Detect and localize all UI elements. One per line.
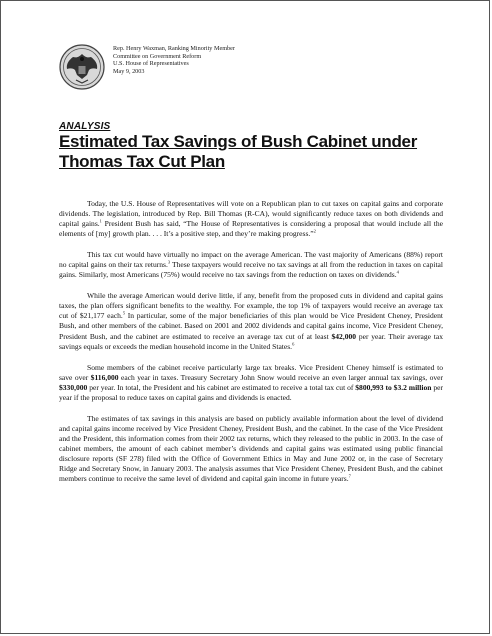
emphasis-amount: $800,993 to $3.2 million — [355, 382, 432, 392]
letterhead-house: U.S. House of Representatives — [113, 60, 189, 68]
paragraph: Some members of the cabinet receive particularly large tax breaks. Vice President Cheney himself is estimated to save over $116,000 each year in taxes. Treasury Secretary John Snow would receive an even larger annual tax savings, over $330,000 per year. In total, the President and his cabinet are estimated to receive a total tax cut of $800,993 to $3.2 million per year if the proposal to reduce taxes on capital gains and dividends is enacted. — [59, 362, 443, 402]
paragraph: Today, the U.S. House of Representatives will vote on a Republican plan to cut taxes on capital gains and corporate dividends. The legislation, introduced by Rep. Bill Thomas (R-CA), would significantly reduce taxes on both dividends and capital gains.$^1$ President Bush has said, “The House of Representatives is considering a proposal that would include all the elements of [my] growth plan. . . . It’s a positive step, and they’re making progress.”$^2$ — [59, 199, 443, 239]
footnote-ref: 4 — [396, 269, 399, 275]
emphasis-amount: $42,000 — [331, 331, 357, 341]
emphasis-amount: $116,000 — [90, 372, 119, 382]
paragraph: This tax cut would have virtually no impact on the average American. The vast majority of Americans (88%) report no capital gains on their tax returns.$^3$ These taxpayers would receive no tax savings at all from the reduction in taxes on capital gains. Similarly, most Americans (75%) would receive no tax savings from the reduction on taxes on dividends.$^4$ — [59, 250, 443, 280]
letterhead-name: Rep. Henry Waxman, Ranking Minority Member — [113, 45, 235, 52]
document-title: Estimated Tax Savings of Bush Cabinet under Thomas Tax Cut Plan — [59, 132, 418, 171]
footnote-ref: 2 — [313, 228, 316, 234]
house-seal-icon — [59, 44, 105, 90]
footnote-ref: 7 — [348, 473, 351, 479]
paragraph: The estimates of tax savings in this analysis are based on publicly available information about the level of dividend and capital gains income received by Vice President Cheney, President Bush, and the cabinet. In the case of the Vice President and the President, this information comes from their 2002 tax returns, which they released to the public in 2003. In the case of cabinet members, the amount of each cabinet member’s dividends and capital gains was estimated using public financial disclosure reports (SF 278) filed with the Office of Government Ethics in May and June 2002 or, in the case of Secretary Ridge and Secretary Snow, in January 2003. The analysis assumes that Vice President Cheney, President Bush, and the cabinet members continue to receive the same level of dividend and capital gain income in future years.$^7$ — [59, 413, 443, 484]
footnote-ref: 5 — [122, 310, 126, 316]
paragraph: While the average American would derive little, if any, benefit from the proposed cuts in dividend and capital gains taxes, the plan offers significant benefits to the wealthy. For example, the top 1% of taxpayers would receive an average tax cut of $21,177 each.$^5$ In particular, some of the major beneficiaries of this plan would be Vice President Cheney, President Bush, and other members of the cabinet. Based on 2001 and 2002 dividends and capital gains income, Vice President Cheney, President Bush, and the cabinet are estimated to receive an average tax cut of at least $42,000 per year. Their average tax savings equals or exceeds the median household income in the United States.$^6$ — [59, 291, 444, 351]
document-body — [59, 199, 443, 495]
section-kicker: ANALYSIS — [59, 121, 111, 132]
footnote-ref: 3 — [167, 259, 171, 265]
emphasis-amount: $330,000 — [59, 382, 88, 392]
footnote-ref: 6 — [292, 341, 295, 347]
letterhead-date: May 9, 2003 — [113, 67, 145, 75]
letterhead — [113, 45, 235, 75]
footnote-ref: 1 — [99, 218, 102, 224]
letterhead-committee: Committee on Government Reform — [113, 52, 202, 60]
